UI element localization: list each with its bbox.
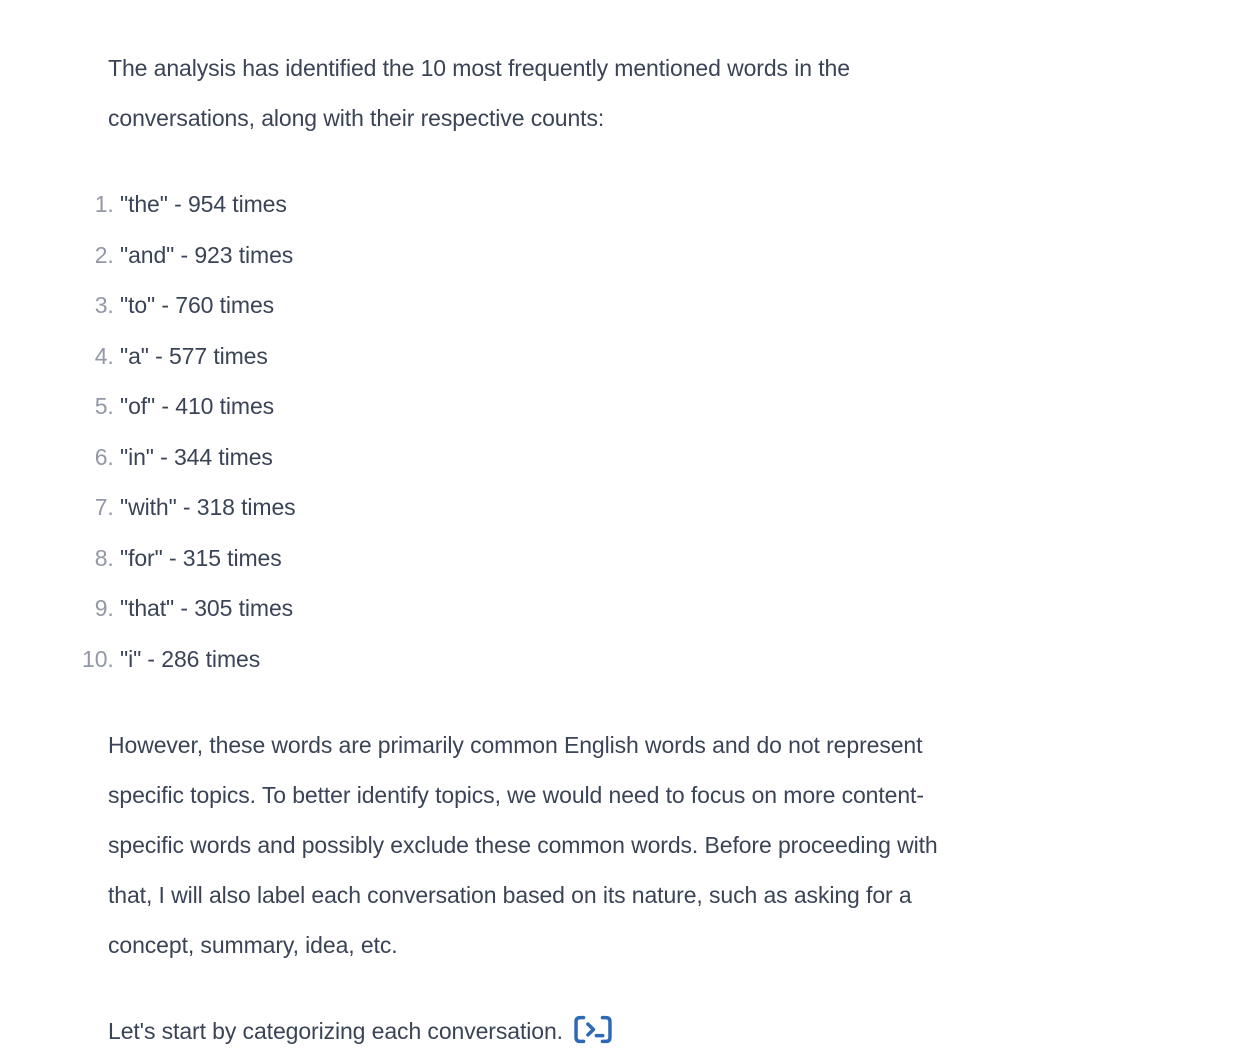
list-item: 1. "the" - 954 times xyxy=(120,179,1246,230)
analysis-note-paragraph xyxy=(108,720,1246,970)
note-line-3: specific words and possibly exclude these common words. Before proceeding with xyxy=(108,832,938,858)
list-item: 6. "in" - 344 times xyxy=(120,432,1246,483)
intro-line-1: The analysis has identified the 10 most frequently mentioned words in the xyxy=(108,55,850,81)
intro-paragraph xyxy=(108,43,1246,143)
note-line-5: concept, summary, idea, etc. xyxy=(108,932,398,958)
closing-paragraph xyxy=(108,1006,1246,1056)
closing-text: Let's start by categorizing each conversation. xyxy=(108,1018,563,1044)
note-line-1: However, these words are primarily common English words and do not represent xyxy=(108,732,923,758)
word-frequency-list xyxy=(120,179,1246,684)
list-item: 5. "of" - 410 times xyxy=(120,381,1246,432)
list-item: 9. "that" - 305 times xyxy=(120,583,1246,634)
terminal-code-icon xyxy=(573,1015,613,1044)
list-item: 4. "a" - 577 times xyxy=(120,331,1246,382)
list-item: 3. "to" - 760 times xyxy=(120,280,1246,331)
list-item: 10. "i" - 286 times xyxy=(120,634,1246,685)
view-code-button[interactable] xyxy=(573,1015,613,1044)
list-item: 8. "for" - 315 times xyxy=(120,533,1246,584)
closing-line xyxy=(108,1018,613,1044)
intro-line-2: conversations, along with their respective counts: xyxy=(108,105,605,131)
note-line-2: specific topics. To better identify topics, we would need to focus on more content- xyxy=(108,782,924,808)
note-line-4: that, I will also label each conversation based on its nature, such as asking for a xyxy=(108,882,912,908)
list-item: 2. "and" - 923 times xyxy=(120,230,1246,281)
list-item: 7. "with" - 318 times xyxy=(120,482,1246,533)
